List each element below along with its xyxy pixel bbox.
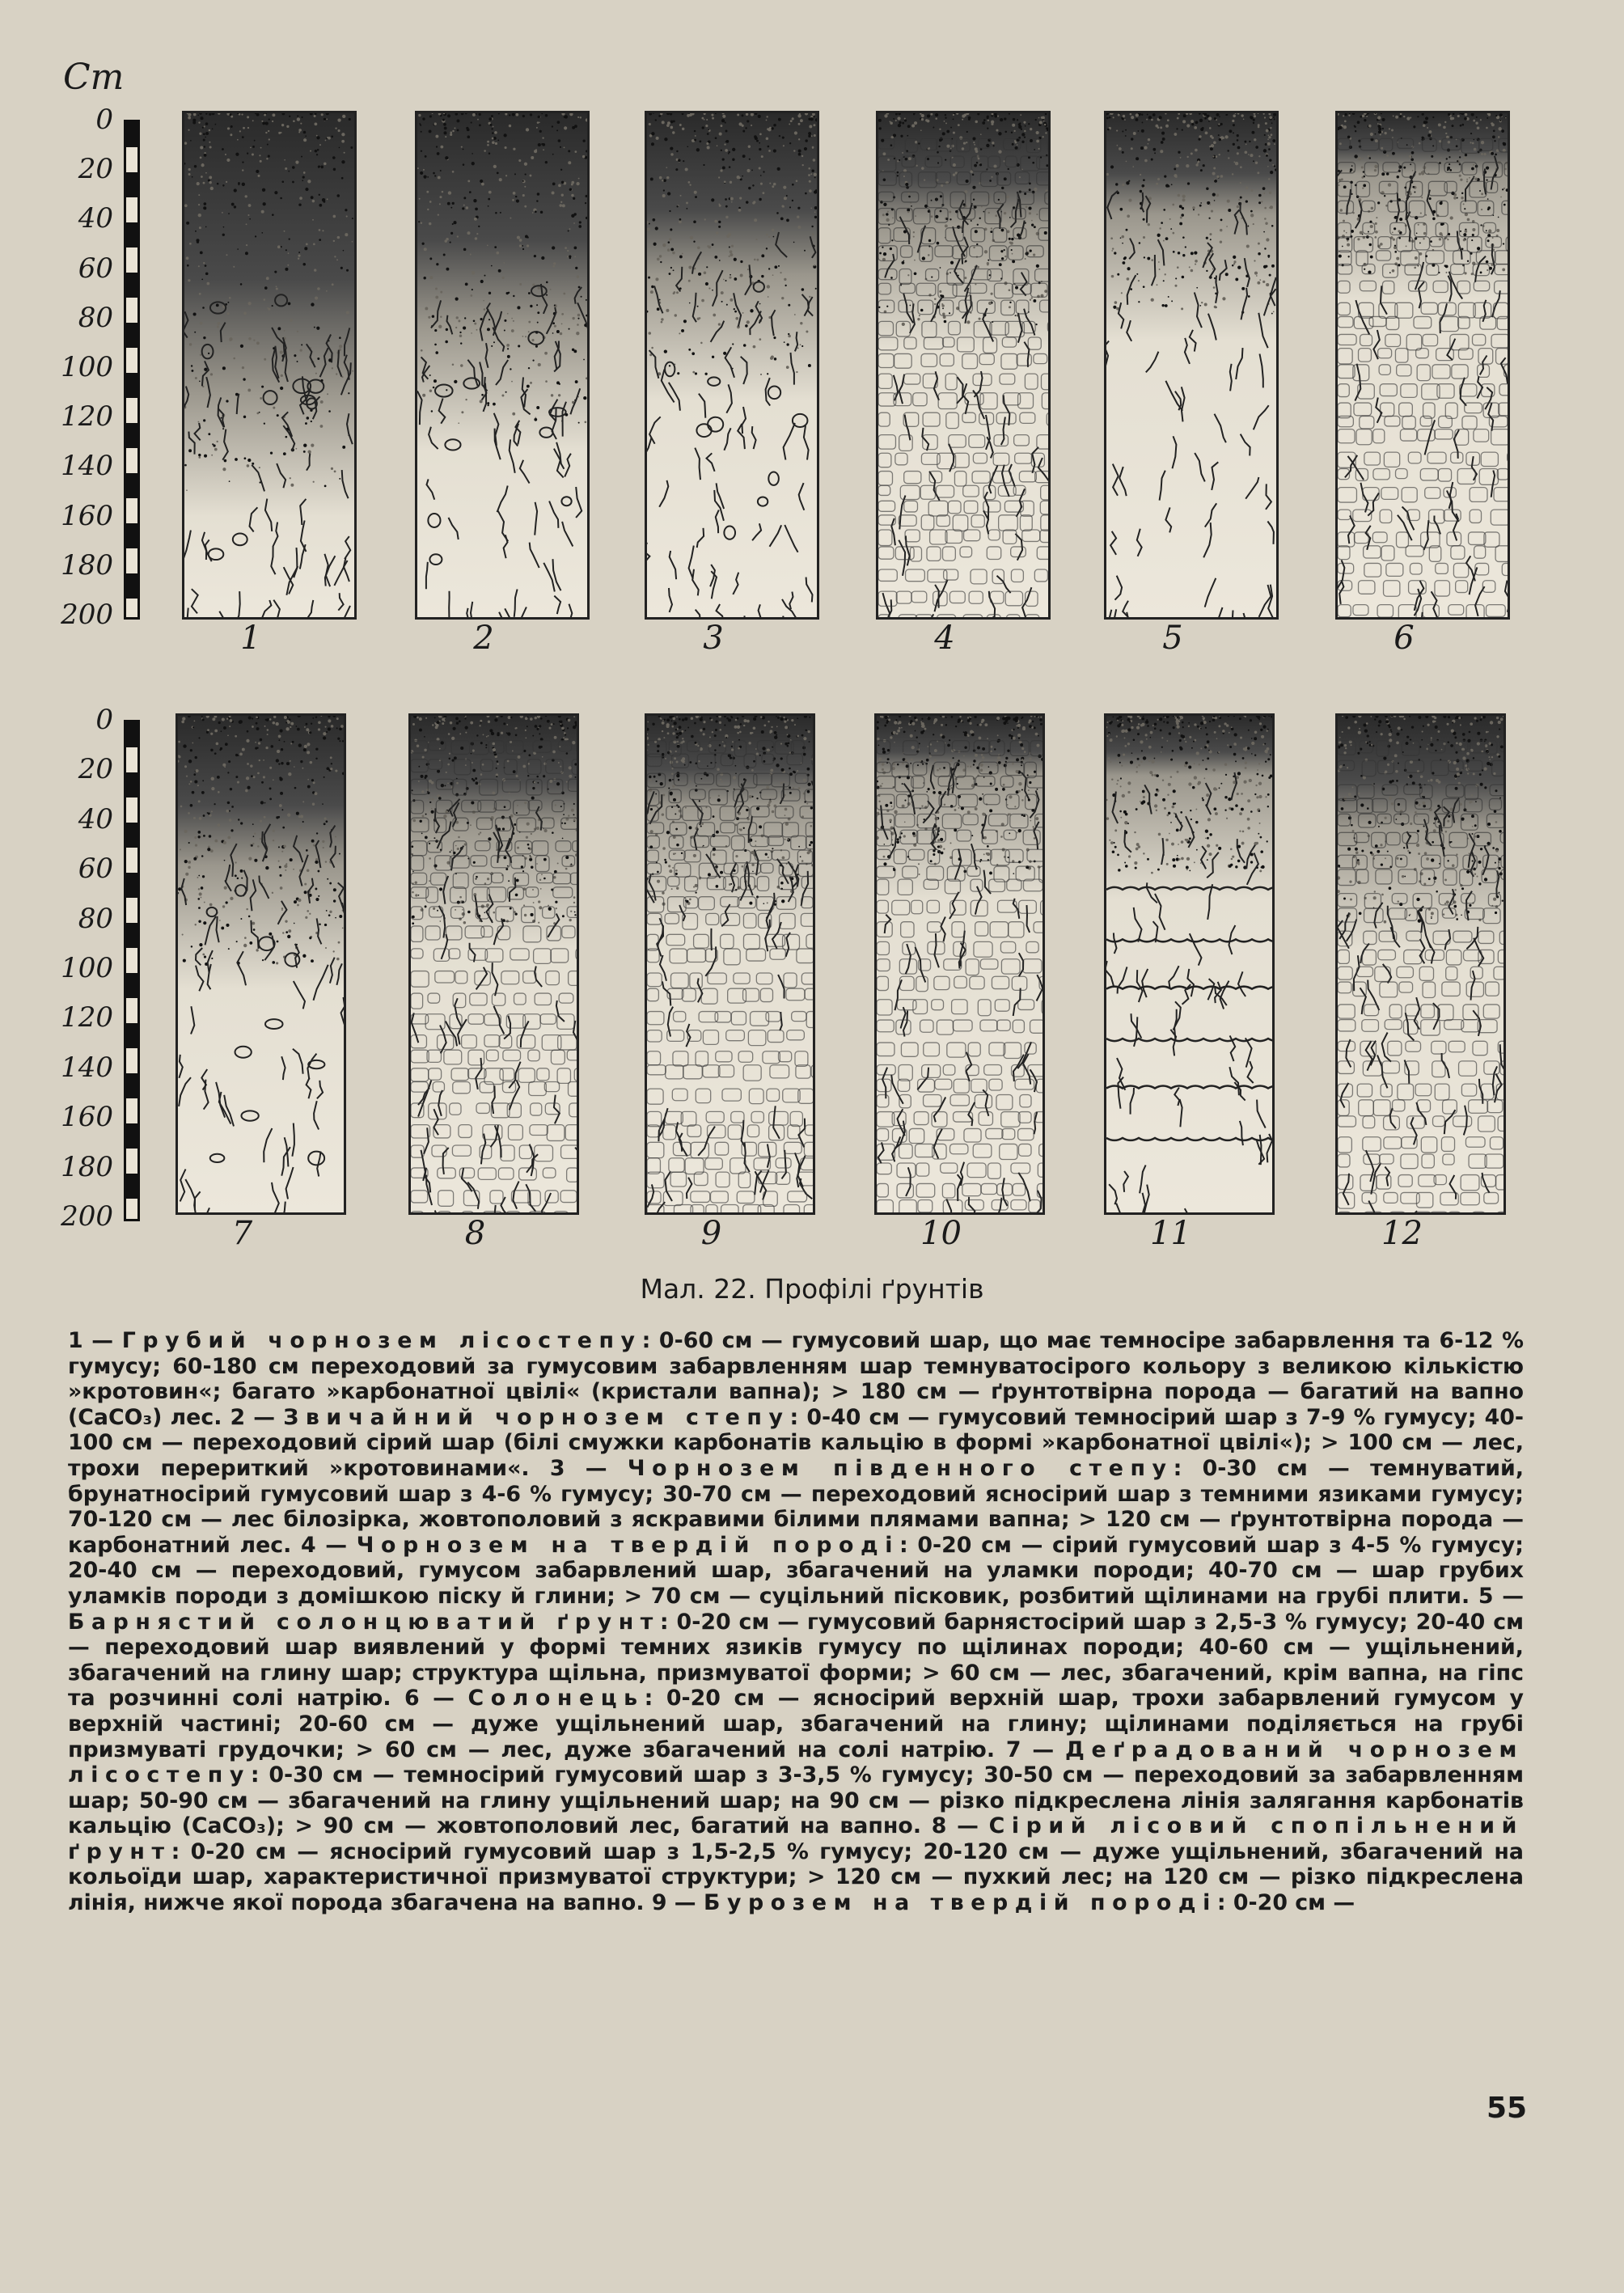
description-text: : 0-40 см — гумусовий темносірий шар з 7-9 % гумусу; 40-100 см — переходовий сірий шар (білі смужки карбонатів кальцію в формі »карбонатної цвілі«); > 100 см — лес, трохи перериткий »кротовинами«. 3 —: [68, 1404, 1524, 1481]
soil-profile-drawing: [1338, 113, 1508, 617]
description-text: : 0-60 см — гумусовий шар, що має темносіре забарвлення та 6-12 % гумусу; 60-180 см переходовий за гумусовим забарвленням шар темнуватосірого кольору з великою кількістю »кротовин«; багато »карбонатної цвілі« (кристали вапна); > 180 см — ґрунтотвірна порода — багатий на вапно (CaCO₃) лес. 2 —: [68, 1328, 1525, 1430]
humus-gradient: [178, 716, 344, 1212]
profile-number-label: 9: [700, 1215, 722, 1252]
depth-scale-bar: [124, 720, 140, 1221]
soil-profile-3: [645, 111, 819, 620]
soil-profile-4: [876, 111, 1051, 620]
description-text: : 0-20 см — ясносірий гумусовий шар з 1,5-2,5 % гумусу; 20-120 см — дуже ущільнений, збагачений на кольоїди шар, характеристичної призмуватої структури; > 120 см — пухкий лес; на 120 см — різко підкреслена лінія, нижче якої порода збагачена на вапно. 9 —: [68, 1838, 1524, 1916]
profile-number-label: 3: [703, 620, 724, 657]
depth-tick-label: 80: [78, 301, 113, 334]
soil-type-term: Барнястий солонцюватий ґрунт: [68, 1609, 660, 1635]
depth-tick-label: 20: [78, 753, 113, 786]
profile-number-label: 2: [473, 620, 494, 657]
profile-number-label: 6: [1394, 620, 1415, 657]
soil-type-term: Звичайний чорнозем степу: [283, 1404, 790, 1430]
depth-tick-label: 160: [61, 1101, 113, 1134]
description-text: : 0-20 см — ясносірий верхній шар, трохи забарвлений гумусом у верхній частині; 20-60 см — дуже ущільнений шар, збагачений на глину; щілинами поділяється на грубі призмуваті грудочки; > 60 см — лес, дуже збагачений на солі натрію. 7 —: [68, 1686, 1524, 1762]
description-text: : 0-30 см — темнуватий, брунатносірий гумусовий шар з 4-6 % гумусу; 30-70 см — переходовий ясносірий шар з темними язиками гумусу; 70-120 см — лес білозірка, жовтополовий з яскравими білими плямами вапна; > 120 см — ґрунтотвірна порода — карбонатний лес. 4 —: [68, 1455, 1525, 1558]
depth-tick-label: 140: [61, 1051, 113, 1084]
soil-profile-drawing: [411, 716, 577, 1212]
figure-caption: Мал. 22. Профілі ґрунтів: [640, 1273, 984, 1305]
depth-tick-label: 20: [78, 153, 113, 186]
soil-profile-drawing: [878, 113, 1048, 617]
soil-profile-drawing: [1106, 716, 1272, 1212]
soil-type-term: Сірий лісовий спопільнений ґрунт: [68, 1813, 1525, 1864]
profile-number-label: 12: [1381, 1215, 1423, 1252]
description-text: : 0-30 см — темносірий гумусовий шар з 3-3,5 % гумусу; 30-50 см — переходовий за забарвленням шар; 50-90 см — збагачений на глину ущільнений шар; на 90 см — різко підкреслена лінія залягання карбонатів кальцію (CaCO₃); > 90 см — жовтополовий лес, багатий на вапно. 8 —: [68, 1762, 1524, 1839]
description-text: : 0-20 см — сірий гумусовий шар з 4-5 % гумусу; 20-40 см — переходовий, гумусом забарвлений шар, збагачений на уламки породи; 40-70 см — шар грубих уламків породи з домішкою піску й глини; > 70 см — суцільний пісковик, розбитий щілинами на грубі плити. 5 —: [68, 1532, 1524, 1609]
profile-number-label: 1: [240, 620, 261, 657]
soil-type-term: Чорнозем південного степу: [627, 1455, 1174, 1481]
soil-profile-8: [408, 713, 579, 1215]
soil-profile-5: [1104, 111, 1279, 620]
depth-tick-label: 0: [95, 704, 113, 736]
depth-scale-bar: [124, 120, 140, 620]
depth-tick-label: 180: [61, 1150, 113, 1183]
soil-profile-drawing: [1106, 113, 1276, 617]
soil-profile-6: [1335, 111, 1510, 620]
soil-type-term: Грубий чорнозем лісостепу: [121, 1328, 642, 1353]
profile-number-label: 11: [1150, 1215, 1191, 1252]
soil-profile-drawing: [1338, 716, 1503, 1212]
depth-tick-label: 200: [61, 599, 113, 631]
humus-gradient: [417, 113, 587, 617]
description-paragraph: [68, 1328, 1524, 1916]
soil-type-term: Бурозем на твердій породі: [703, 1890, 1217, 1916]
soil-profile-drawing: [178, 716, 344, 1212]
depth-unit-label: Cm: [63, 57, 125, 98]
page-number: 55: [1487, 2092, 1528, 2125]
soil-profile-drawing: [877, 716, 1042, 1212]
depth-tick-label: 120: [61, 1001, 113, 1034]
profile-number-label: 4: [934, 620, 955, 657]
soil-profile-7: [176, 713, 346, 1215]
humus-gradient: [184, 113, 354, 617]
profile-number-label: 7: [231, 1215, 253, 1252]
humus-gradient: [878, 113, 1048, 617]
depth-tick-label: 0: [95, 104, 113, 136]
depth-tick-label: 40: [78, 202, 113, 235]
profile-number-label: 5: [1162, 620, 1183, 657]
soil-profile-10: [874, 713, 1045, 1215]
soil-profile-11: [1104, 713, 1275, 1215]
depth-tick-label: 140: [61, 450, 113, 483]
profile-number-label: 8: [464, 1215, 486, 1252]
soil-profile-9: [645, 713, 815, 1215]
description-text: 1 —: [68, 1328, 122, 1353]
humus-gradient: [1106, 113, 1276, 617]
soil-profile-drawing: [647, 716, 813, 1212]
depth-tick-label: 60: [78, 852, 113, 886]
depth-tick-label: 120: [61, 400, 113, 434]
humus-gradient: [647, 716, 813, 1212]
profile-number-label: 10: [920, 1215, 962, 1252]
soil-type-term: Чорнозем на твердій породі: [356, 1532, 899, 1558]
depth-tick-label: 200: [61, 1200, 113, 1233]
depth-tick-label: 160: [61, 499, 113, 532]
description-text: : 0-20 см —: [1216, 1890, 1355, 1916]
soil-profile-12: [1335, 713, 1506, 1215]
depth-tick-label: 180: [61, 548, 113, 582]
depth-tick-label: 80: [78, 902, 113, 935]
soil-type-term: Солонець: [467, 1686, 645, 1711]
depth-tick-label: 60: [78, 252, 113, 285]
depth-tick-label: 100: [61, 351, 113, 383]
soil-profile-2: [415, 111, 590, 620]
soil-profile-1: [182, 111, 357, 620]
description-text: : 0-20 см — гумусовий барнястосірий шар з 2,5-3 % гумусу; 20-40 см — переходовий шар виявлений у формі темних язиків гумусу по щілинах породи; 40-60 см — ущільнений, збагачений на глину шар; структура щільна, призмуватої форми; > 60 см — лес, збагачений, крім вапна, на гіпс та розчинні солі натрію. 6 —: [68, 1609, 1524, 1711]
soil-profile-drawing: [184, 113, 354, 617]
depth-tick-label: 40: [78, 802, 113, 836]
soil-profile-drawing: [417, 113, 587, 617]
depth-tick-label: 100: [61, 952, 113, 984]
soil-type-term: Деґрадований чорнозем лісостепу: [68, 1737, 1525, 1788]
soil-profile-drawing: [647, 113, 817, 617]
